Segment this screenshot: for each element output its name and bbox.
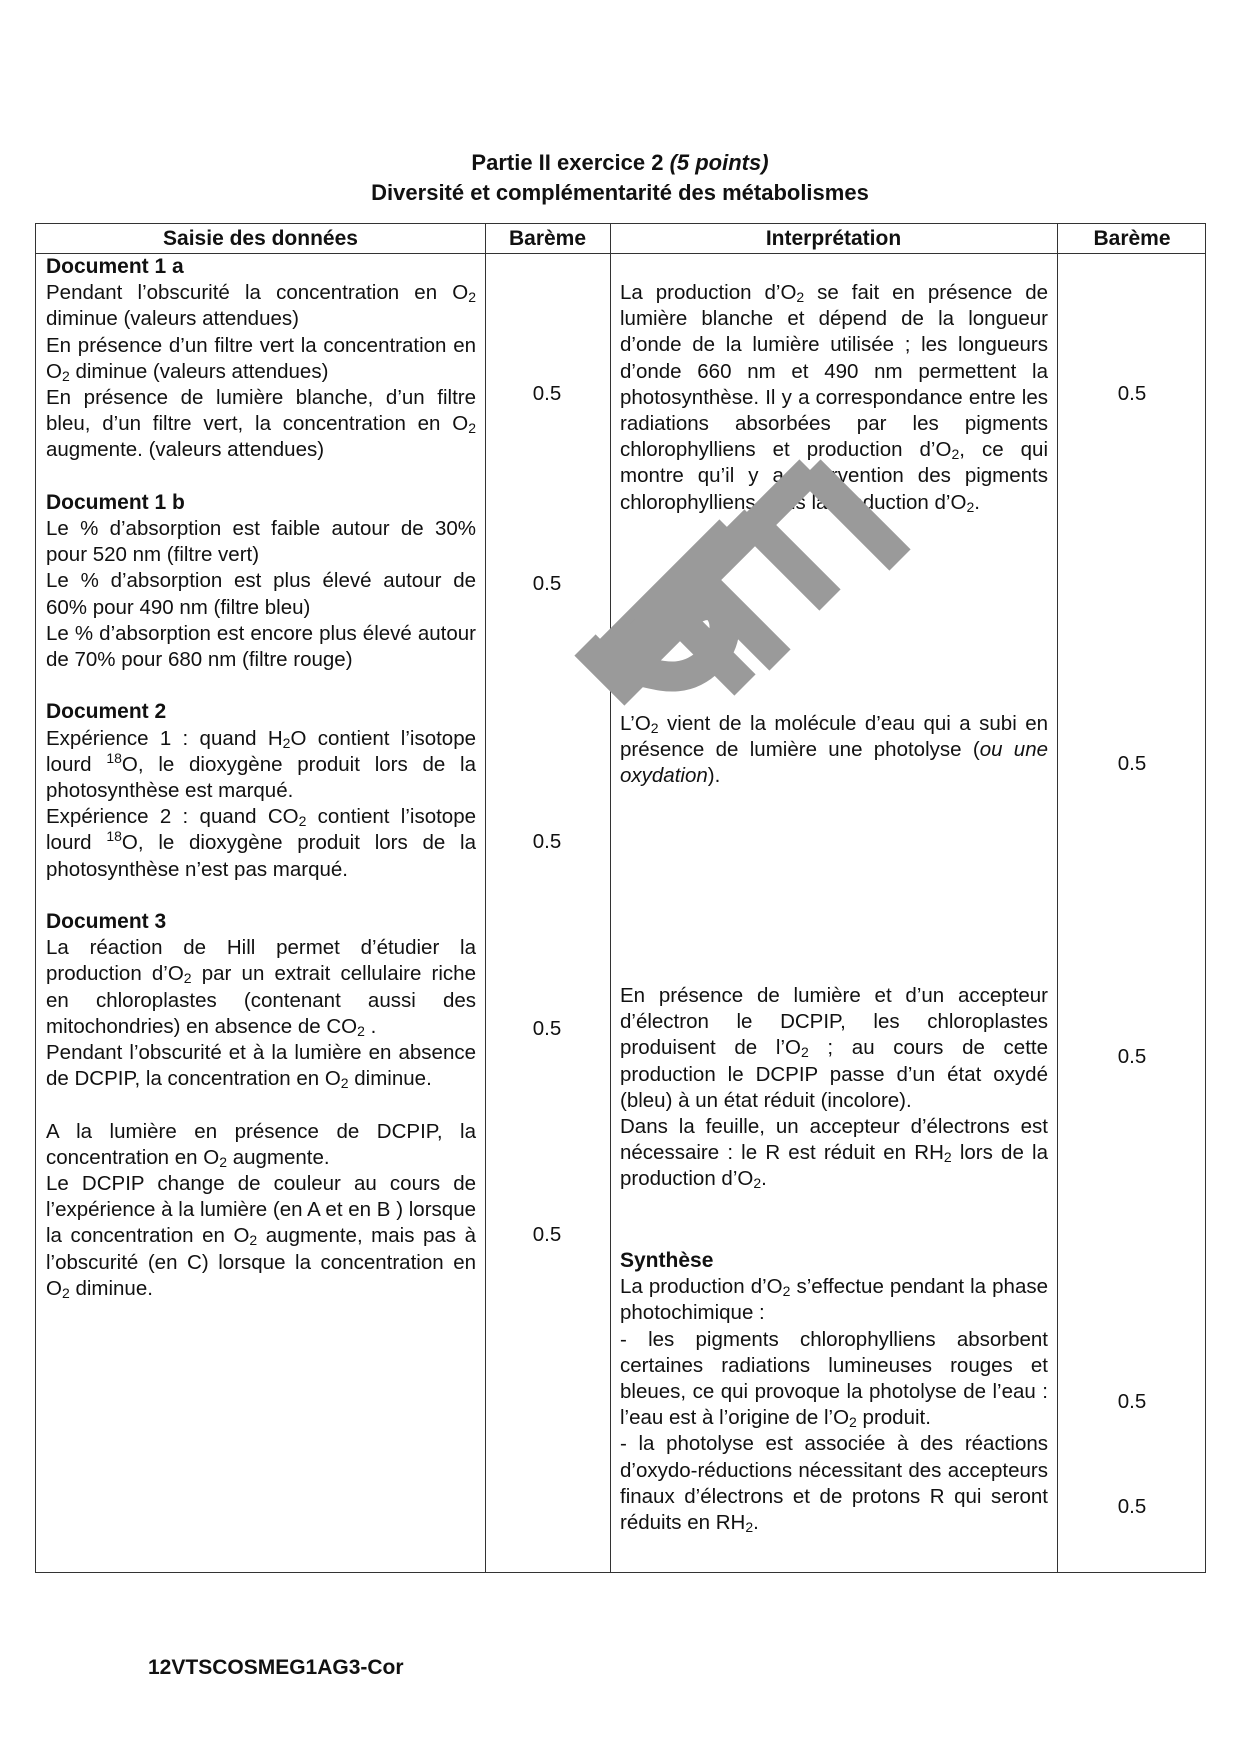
doc3-paragraph: [46, 1119, 476, 1171]
text-run: Expérience 1 : quand H: [46, 726, 283, 750]
score-value: 0.5: [532, 1223, 562, 1246]
score-value: 0.5: [1117, 1495, 1147, 1518]
text-run: augmente. (valeurs attendues): [46, 438, 325, 462]
document-code: 12VTSCOSMEG1AG3-Cor: [148, 1656, 404, 1679]
text-run: 2: [61, 367, 70, 384]
text-run: La réaction de Hill permet d’étudier la production d’O: [46, 936, 476, 986]
text-run: 2: [219, 1153, 228, 1170]
text-run: diminue (valeurs attendues): [46, 307, 299, 331]
text-run: 2: [249, 1232, 258, 1249]
text-run: 2: [782, 1283, 791, 1300]
header-bareme-2: Barème: [1093, 227, 1171, 250]
text-run: diminue.: [348, 1067, 432, 1091]
score-value: 0.5: [532, 830, 562, 853]
doc3-paragraph: [46, 1040, 476, 1092]
doc1a-paragraph: [46, 385, 476, 464]
text-run: 2: [951, 446, 960, 463]
text-run: ou une oxydation: [620, 738, 1049, 788]
text-run: La production d’O: [620, 281, 797, 304]
text-run: 2: [943, 1149, 952, 1166]
score-value: 0.5: [532, 382, 562, 405]
text-run: se fait en présence de lumière blanche et dépend de la longueur d’onde de la lumière utilisée ; les longueurs d’onde 660 nm et 490 nm permettent la photosynthèse. Il y a correspondance entre les radiations absorbées par les pigments chlorophylliens et production d’O: [620, 281, 1048, 462]
text-run: s’effectue pendant la phase photochimique :: [620, 1275, 1048, 1325]
text-run: .: [364, 1014, 377, 1038]
doc1b-paragraph: Le % d’absorption est plus élevé autour de 60% pour 490 nm (filtre bleu): [46, 569, 476, 619]
interpretation-block-2: [620, 711, 1048, 790]
text-run: 2: [753, 1175, 762, 1192]
score-value: 0.5: [1117, 1390, 1147, 1413]
score-value: 0.5: [532, 1017, 562, 1040]
title-subtitle: Diversité et complémentarité des métabolismes: [371, 180, 869, 205]
column-divider: [485, 224, 486, 1572]
header-interpretation: Interprétation: [765, 227, 902, 250]
text-run: 18: [106, 749, 122, 766]
saisie-column: [46, 254, 476, 1302]
interpretation-block-3: [620, 983, 1048, 1193]
synthese-block: [620, 1248, 1048, 1536]
score-value: 0.5: [532, 572, 562, 595]
text-run: O contient l’isotope lourd: [46, 726, 477, 776]
text-run: 2: [800, 1044, 809, 1061]
text-run: Le DCPIP change de couleur au cours de l’expérience à la lumière (en A et en B ) lorsque la concentration en O: [46, 1172, 476, 1248]
page-title: [0, 148, 1240, 208]
text-run: 2: [468, 420, 476, 437]
doc3-paragraph: [46, 935, 476, 1040]
text-run: Pendant l’obscurité la concentration en O: [46, 281, 469, 305]
header-saisie: Saisie des données: [163, 227, 358, 250]
text-run: 2: [745, 1519, 754, 1536]
correction-table: [35, 223, 1206, 1573]
text-run: Expérience 2 : quand CO: [46, 805, 299, 829]
title-points: (5 points): [669, 150, 769, 175]
text-run: par un extrait cellulaire riche en chloroplastes (contenant aussi des mitochondries) en absence de CO: [46, 962, 476, 1038]
document-3-heading: Document 3: [46, 910, 167, 934]
text-run: diminue.: [69, 1276, 153, 1300]
doc1b-paragraph: Le % d’absorption est faible autour de 30% pour 520 nm (filtre vert): [46, 517, 476, 567]
doc3-paragraph: [46, 1171, 476, 1302]
document-2-heading: Document 2: [46, 700, 167, 724]
doc1a-paragraph: [46, 333, 476, 385]
text-run: 2: [298, 813, 307, 830]
text-run: En présence de lumière et d’un accepteur d’électron le DCPIP, les chloroplastes produisent de l’O: [620, 984, 1048, 1060]
text-run: diminue (valeurs attendues): [69, 359, 329, 383]
column-divider: [1057, 224, 1058, 1572]
text-run: 2: [357, 1022, 365, 1039]
text-run: 2: [340, 1075, 349, 1092]
doc1a-paragraph: [46, 280, 476, 332]
text-run: A la lumière en présence de DCPIP, la concentration en O: [46, 1119, 476, 1169]
header-bareme: Barème: [508, 227, 587, 250]
text-run: 2: [966, 498, 975, 515]
text-run: 2: [796, 289, 805, 305]
text-run: .: [974, 490, 980, 514]
text-run: En présence de lumière blanche, d’un filtre bleu, d’un filtre vert, la concentration en O: [46, 386, 476, 436]
text-run: - la photolyse est associée à des réactions d’oxydo-réductions nécessitant des accepteurs finaux d’électrons et de protons R qui seront réduits en RH: [620, 1432, 1048, 1535]
text-run: 2: [650, 720, 659, 736]
text-run: Pendant l’obscurité et à la lumière en absence de DCPIP, la concentration en O: [46, 1041, 476, 1091]
text-run: 18: [106, 828, 122, 845]
text-run: L’O: [620, 712, 651, 735]
column-divider: [610, 224, 611, 1572]
text-run: augmente.: [227, 1145, 330, 1169]
score-value: 0.5: [1117, 752, 1147, 775]
text-run: , ce qui montre qu’il y a intervention des pigments chlorophylliens dans la production d’O: [620, 438, 1048, 514]
document-1b-heading: Document 1 b: [46, 490, 185, 514]
text-run: vient de la molécule d’eau qui a subi en présence de lumière une photolyse (: [620, 712, 1048, 762]
text-run: ; au cours de cette production le DCPIP passe d’un état oxydé (bleu) à un état réduit (incolore).: [620, 1036, 1048, 1112]
text-run: lors de la production d’O: [620, 1141, 1048, 1191]
text-run: 2: [61, 1284, 70, 1301]
text-run: produit.: [856, 1406, 931, 1430]
title-main: Partie II exercice 2: [471, 150, 670, 175]
text-run: .: [761, 1167, 767, 1191]
score-value: 0.5: [1117, 382, 1147, 405]
text-run: En présence d’un filtre vert la concentration en O: [46, 333, 476, 383]
interpretation-block-1: [620, 280, 1048, 516]
text-run: O, le dioxygène produit lors de la photosynthèse est marqué.: [46, 752, 476, 803]
text-run: augmente, mais pas à l’obscurité (en C) lorsque la concentration en O: [46, 1224, 476, 1300]
text-run: 2: [183, 970, 192, 987]
score-value: 0.5: [1117, 1045, 1147, 1068]
doc2-paragraph: [46, 726, 476, 805]
text-run: - les pigments chlorophylliens absorbent certaines radiations lumineuses rouges et bleues, ce qui provoque la photolyse de l’eau : l’eau est à l’origine de l’O: [620, 1327, 1048, 1430]
text-run: Dans la feuille, un accepteur d’électrons est nécessaire : le R est réduit en RH: [620, 1115, 1048, 1165]
doc2-paragraph: [46, 804, 476, 883]
text-run: 2: [282, 734, 291, 751]
text-run: 2: [468, 289, 476, 306]
synthese-heading: Synthèse: [620, 1249, 714, 1272]
text-run: O, le dioxygène produit lors de la photosynthèse n’est pas marqué.: [46, 831, 476, 881]
text-run: 2: [849, 1414, 857, 1431]
text-run: La production d’O: [620, 1275, 783, 1299]
text-run: contient l’isotope lourd: [46, 805, 476, 855]
document-1a-heading: Document 1 a: [46, 255, 184, 278]
doc1b-paragraph: Le % d’absorption est encore plus élevé autour de 70% pour 680 nm (filtre rouge): [46, 621, 476, 672]
text-run: .: [753, 1511, 759, 1535]
text-run: ).: [707, 764, 721, 788]
